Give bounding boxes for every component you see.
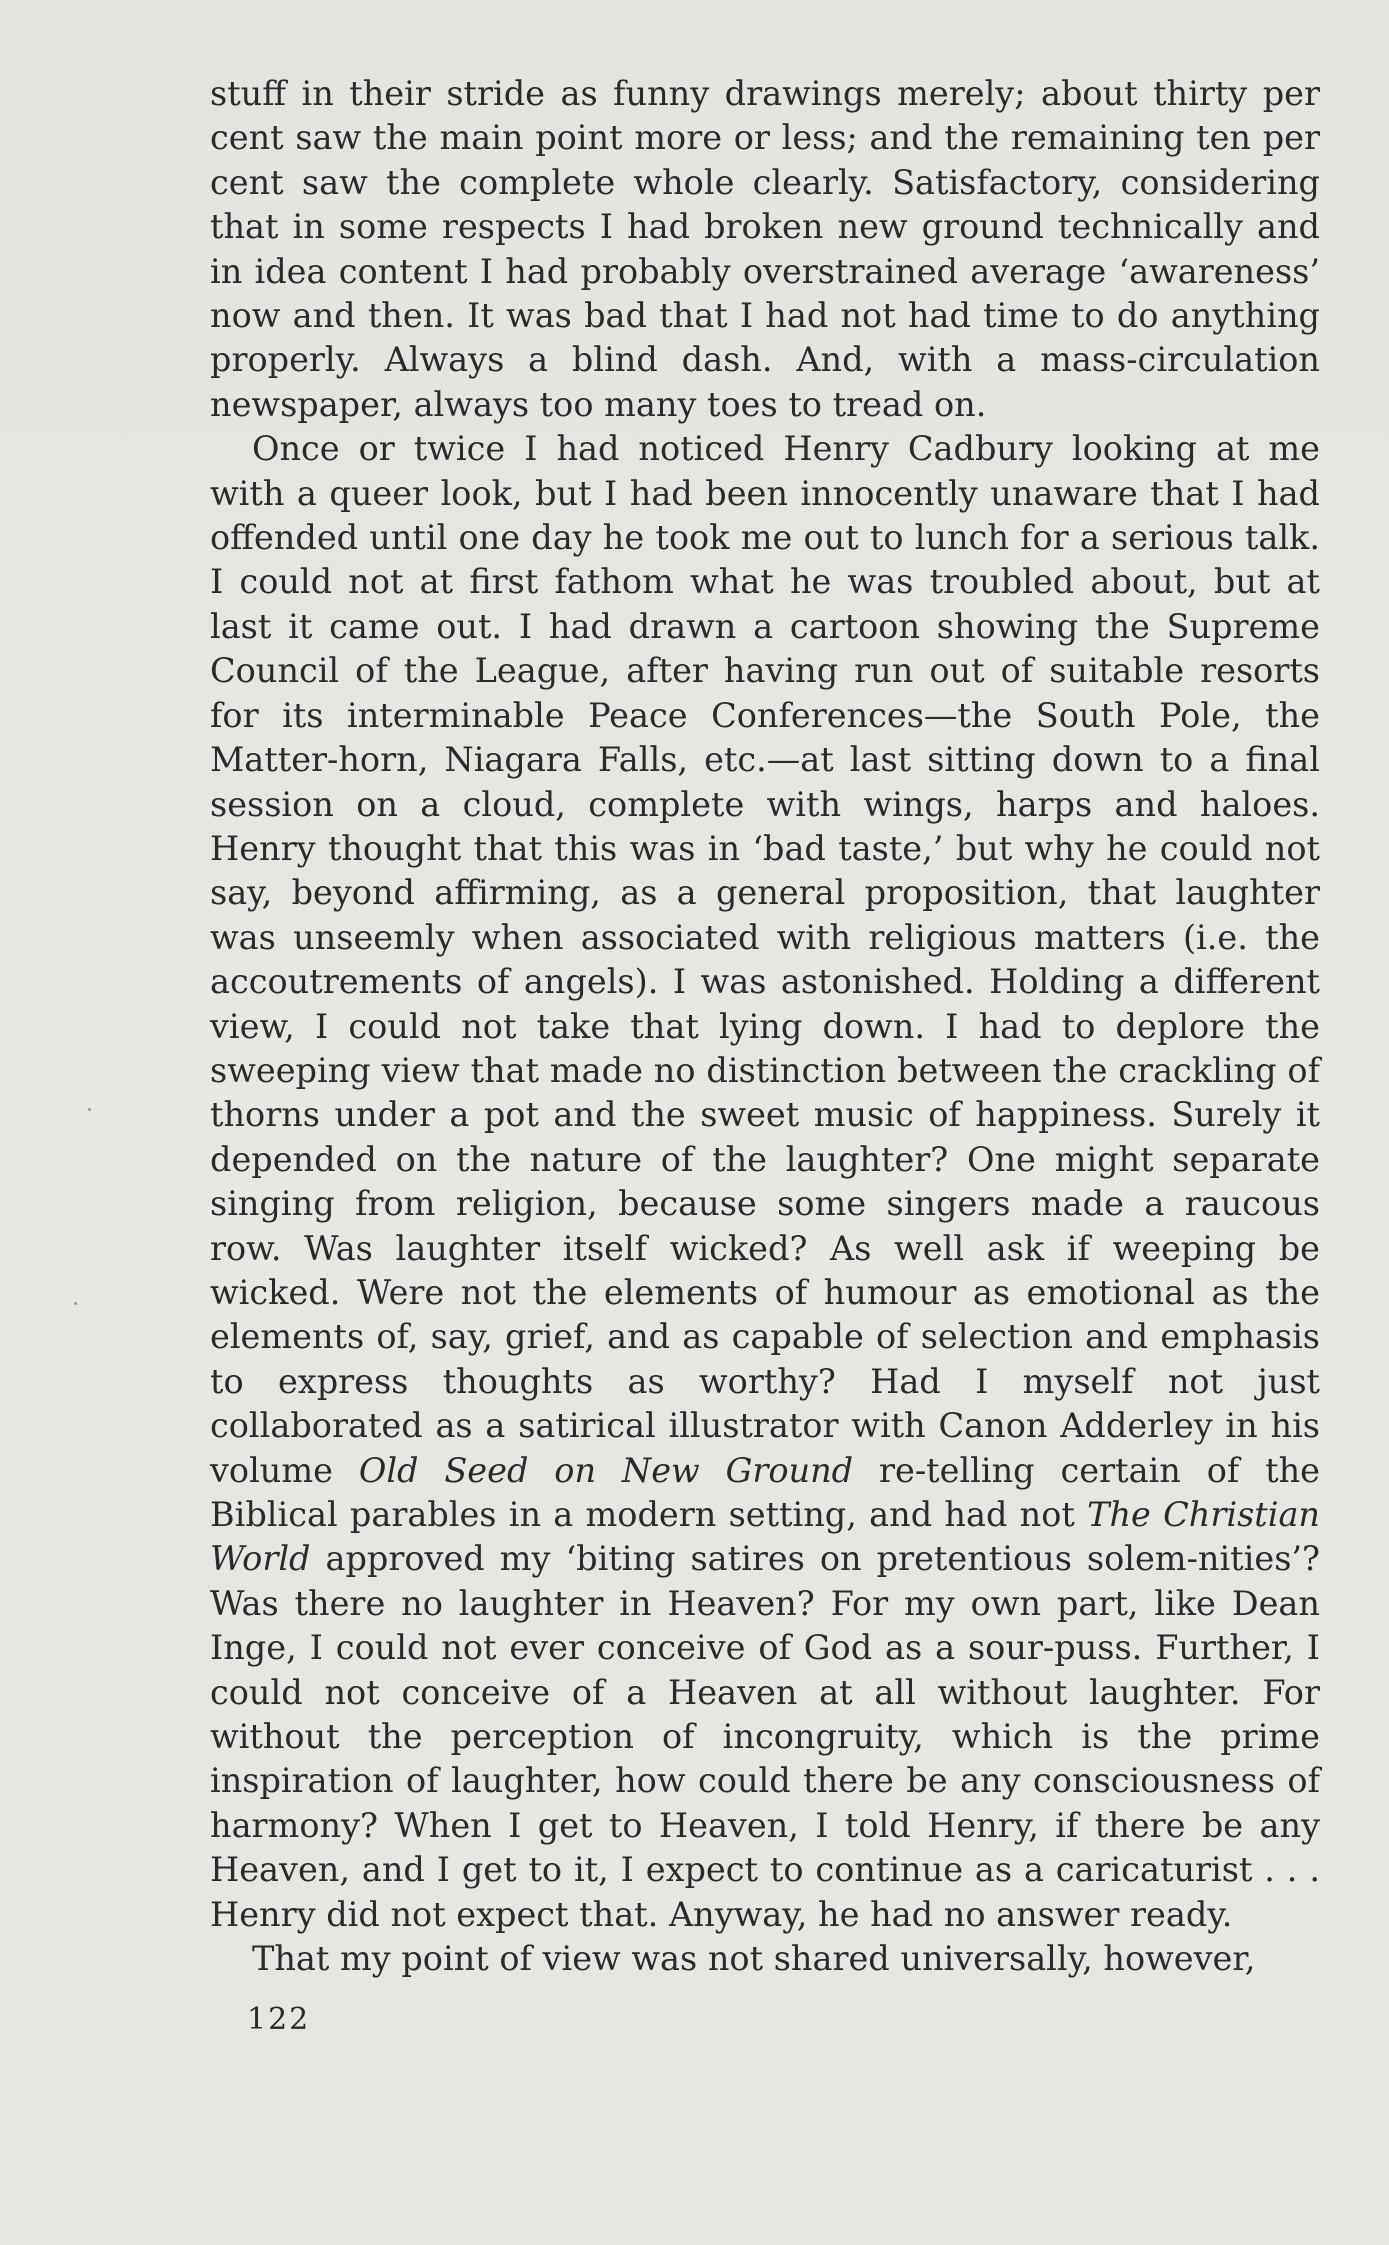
paragraph-continued: stuff in their stride as funny drawings merely; about thirty per cent saw the main point more or less; and the remaining ten per cent saw the complete whole clearly. Satisfactory, considering that in some respects I had broken new ground technically and in idea content I had probably overstrained average ‘awareness’ now and then. It was bad that I had not had time to do anything properly. Always a blind dash. And, with a mass-circulation newspaper, always too many toes to tread on. [210,74,1320,424]
newspaper-title: The Christian World [210,1495,1320,1579]
page-number: 122 [247,2002,311,2037]
paragraph-henry-cadbury [210,427,1320,1937]
body-text [210,72,1320,1981]
paragraph-last-line: That my point of view was not shared universally, however, [252,1939,1256,1979]
paragraph-text-part-3: approved my ‘biting satires on pretentious solem-nities’? Was there no laughter in Heaven? For my own part, like Dean Inge, I could not ever conceive of God as a sour-puss. Further, I could not conceive of a Heaven at all without laughter. For without the perception of incongruity, which is the prime inspiration of laughter, how could there be any consciousness of harmony? When I get to Heaven, I told Henry, if there be any Heaven, and I get to it, I expect to continue as a caricaturist . . . Henry did not expect that. Anyway, he had no answer ready. [210,1539,1320,1934]
book-title: Old Seed on New Ground [358,1450,854,1490]
paper-speck [74,1302,77,1305]
paragraph-text-part-2: re-telling certain of the Biblical parables in a modern setting, and had not [210,1450,1321,1534]
paragraph-text-part-1: Once or twice I had noticed Henry Cadbury looking at me with a queer look, but I had been innocently unaware that I had offended until one day he took me out to lunch for a serious talk. I could not at first fathom what he was troubled about, but at last it came out. I had drawn a cartoon showing the Supreme Council of the League, after having run out of suitable resorts for its interminable Peace Conferences—the South Pole, the Matter-horn, Niagara Falls, etc.—at last sitting down to a final session on a cloud, complete with wings, harps and haloes. Henry thought that this was in ‘bad taste,’ but why he could not say, beyond affirming, as a general proposition, that laughter was unseemly when associated with religious matters (i.e. the accoutrements of angels). I was astonished. Holding a different view, I could not take that lying down. I had to deplore the sweeping view that made no distinction between the crackling of thorns under a pot and the sweet music of happiness. Surely it depended on the nature of the laughter? One might separate singing from religion, because some singers made a raucous row. Was laughter itself wicked? As well ask if weeping be wicked. Were not the elements of humour as emotional as the elements of, say, grief, and as capable of selection and emphasis to express thoughts as worthy? Had I myself not just collaborated as a satirical illustrator with Canon Adderley in his volume [210,429,1320,1490]
paper-speck [88,1108,91,1111]
